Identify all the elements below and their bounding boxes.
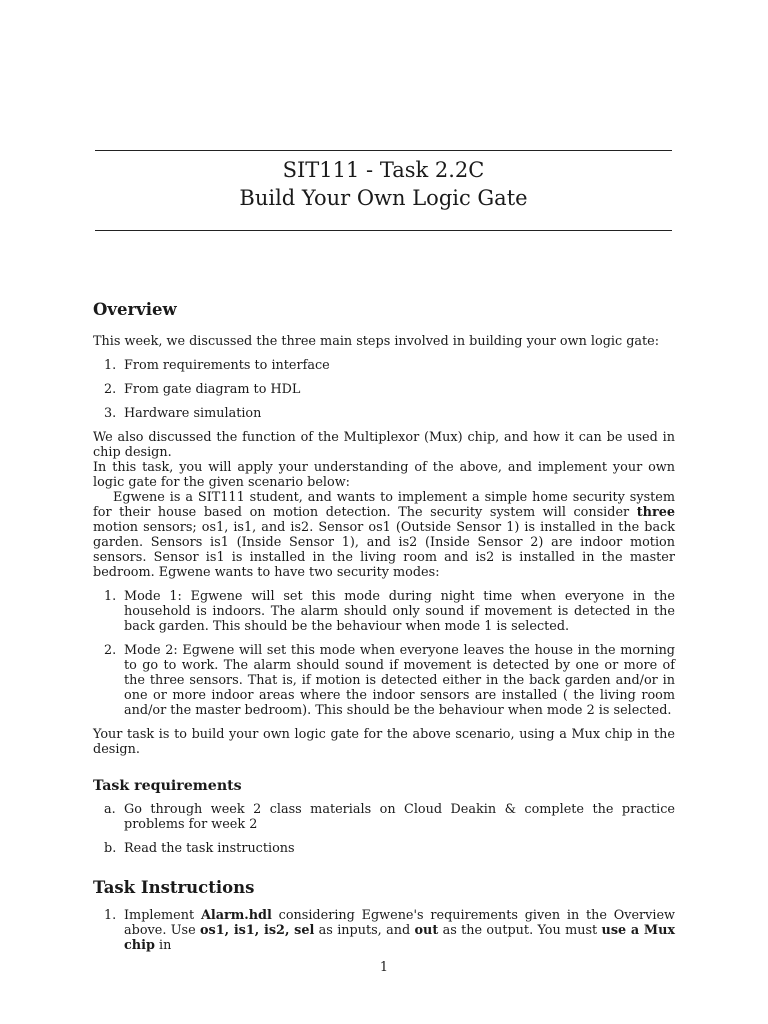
instruction-text-2: considering Egwene's requirements given in the Overview above. Use xyxy=(124,908,675,938)
task-paragraph: Your task is to build your own logic gate for the above scenario, using a Mux chip in the design. xyxy=(93,727,675,757)
overview-heading: Overview xyxy=(93,300,177,319)
mux-paragraph: We also discussed the function of the Multiplexor (Mux) chip, and how it can be used in chip design. xyxy=(93,430,675,460)
list-item xyxy=(93,358,675,373)
title-bottom-rule xyxy=(95,230,672,231)
list-item xyxy=(93,643,675,718)
list-number: 1. xyxy=(104,358,117,373)
instruction-bold-2: os1, is1, is2, sel xyxy=(200,923,315,938)
list-text: Hardware simulation xyxy=(124,406,262,421)
instruction-text-4: as the output. You must xyxy=(438,923,602,938)
list-text: Mode 1: Egwene will set this mode during night time when everyone in the household is indoors. The alarm should only sound if movement is detected in the back garden. This should be the behaviour when mode 1 is selected. xyxy=(124,589,675,634)
instructions-list xyxy=(93,908,675,953)
list-number: 1. xyxy=(104,589,117,604)
list-number: 2. xyxy=(104,382,117,397)
steps-list xyxy=(93,358,675,421)
page-number: 1 xyxy=(379,960,389,975)
list-letter: b. xyxy=(104,841,117,856)
requirements-heading: Task requirements xyxy=(93,778,242,794)
instruction-text-3: as inputs, and xyxy=(314,923,415,938)
instruction-text-5: in xyxy=(154,938,172,953)
list-number: 2. xyxy=(104,643,117,658)
list-item xyxy=(93,841,675,856)
overview-intro: This week, we discussed the three main steps involved in building your own logic gate: xyxy=(93,334,660,349)
list-item xyxy=(93,589,675,634)
modes-list xyxy=(93,589,675,718)
title-line-2: Build Your Own Logic Gate xyxy=(239,186,528,210)
document-title xyxy=(95,156,672,212)
list-number: 3. xyxy=(104,406,117,421)
instruction-bold-1: Alarm.hdl xyxy=(200,908,272,923)
list-text: Read the task instructions xyxy=(124,841,295,856)
list-item xyxy=(93,406,675,421)
list-letter: a. xyxy=(104,802,116,817)
instruction-bold-3: out xyxy=(414,923,439,938)
list-text: From gate diagram to HDL xyxy=(124,382,301,397)
list-item xyxy=(93,802,675,832)
title-line-1: SIT111 - Task 2.2C xyxy=(282,158,485,182)
list-text: Mode 2: Egwene will set this mode when everyone leaves the house in the morning to go to work. The alarm should sound if movement is detected by one or more of the three sensors. That is, if motion is detected either in the back garden and/or in one or more indoor areas where the indoor sensors are installed ( the living room and/or the master bedroom). This should be the behaviour when mode 2 is selected. xyxy=(124,643,675,718)
task-intro-paragraph: In this task, you will apply your understanding of the above, and implement your own logic gate for the given scenario below: xyxy=(93,460,675,490)
instruction-text-1: Implement xyxy=(124,908,201,923)
scenario-paragraph xyxy=(93,490,675,580)
scenario-bold: three xyxy=(636,505,675,520)
instructions-heading: Task Instructions xyxy=(93,878,255,897)
scenario-text-1: Egwene is a SIT111 student, and wants to implement a simple home security system for their house based on motion detection. The security system will consider xyxy=(93,490,675,520)
list-text: From requirements to interface xyxy=(124,358,330,373)
list-text: Go through week 2 class materials on Cloud Deakin & complete the practice problems for week 2 xyxy=(124,802,675,832)
instruction-bold-4: use a Mux chip xyxy=(124,923,675,953)
list-item xyxy=(93,382,675,397)
requirements-list xyxy=(93,802,675,856)
title-top-rule xyxy=(95,150,672,151)
list-item xyxy=(93,908,675,953)
list-number: 1. xyxy=(104,908,117,923)
document-body xyxy=(93,300,675,953)
scenario-text-2: motion sensors; os1, is1, and is2. Sensor os1 (Outside Sensor 1) is installed in the back garden. Sensors is1 (Inside Sensor 1), and is2 (Inside Sensor 2) are indoor motion sensors. Sensor is1 is installed in the living room and is2 is installed in the master bedroom. Egwene wants to have two security modes: xyxy=(93,520,675,580)
